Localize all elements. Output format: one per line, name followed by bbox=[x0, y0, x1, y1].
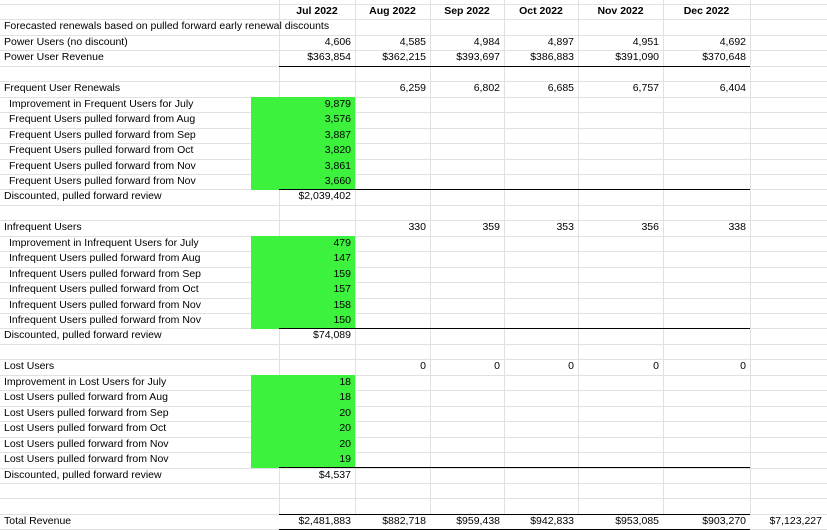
row-label: Lost Users pulled forward from Oct bbox=[4, 422, 167, 435]
data-cell[interactable]: 20 bbox=[339, 422, 351, 435]
data-cell[interactable]: 0 bbox=[740, 360, 746, 373]
data-cell[interactable]: $386,883 bbox=[530, 51, 574, 64]
data-cell[interactable]: $2,481,883 bbox=[298, 514, 351, 527]
data-cell[interactable]: 150 bbox=[333, 314, 351, 326]
data-cell[interactable]: 157 bbox=[333, 283, 351, 296]
column-header-aug-2022[interactable]: Aug 2022 bbox=[369, 5, 416, 17]
row-label: Infrequent Users pulled forward from Aug bbox=[9, 252, 201, 265]
data-cell[interactable]: 479 bbox=[333, 236, 351, 249]
data-cell[interactable]: $2,039,402 bbox=[298, 190, 351, 203]
cell-border bbox=[279, 189, 750, 190]
data-cell[interactable]: $391,090 bbox=[615, 51, 659, 64]
row-label: Infrequent Users pulled forward from Oct bbox=[9, 283, 199, 296]
row-label: Discounted, pulled forward review bbox=[4, 468, 162, 481]
row-label: Lost Users pulled forward from Aug bbox=[4, 391, 168, 404]
data-cell[interactable]: 0 bbox=[653, 360, 659, 373]
data-cell[interactable]: 6,259 bbox=[399, 82, 426, 95]
data-cell[interactable]: 158 bbox=[333, 298, 351, 311]
data-cell[interactable]: 4,585 bbox=[399, 35, 426, 48]
data-cell[interactable]: 6,802 bbox=[473, 82, 500, 95]
row-label: Infrequent Users pulled forward from Sep bbox=[9, 267, 202, 280]
data-cell[interactable]: 147 bbox=[333, 252, 351, 265]
row-label: Improvement in Infrequent Users for July bbox=[9, 236, 199, 249]
data-cell[interactable]: 9,879 bbox=[324, 97, 351, 110]
data-cell[interactable]: 0 bbox=[494, 360, 500, 373]
row-label: Frequent User Renewals bbox=[4, 82, 121, 95]
data-cell[interactable]: 4,606 bbox=[324, 35, 351, 48]
data-cell[interactable]: 20 bbox=[339, 406, 351, 419]
data-cell[interactable]: 6,757 bbox=[632, 82, 659, 95]
row-label: Frequent Users pulled forward from Sep bbox=[9, 128, 196, 141]
data-cell[interactable]: 3,861 bbox=[324, 159, 351, 172]
row-label: Power Users (no discount) bbox=[4, 35, 128, 48]
data-cell[interactable]: 0 bbox=[420, 360, 426, 373]
data-cell[interactable]: $74,089 bbox=[313, 329, 351, 342]
data-cell[interactable]: 3,820 bbox=[324, 144, 351, 157]
grid-line bbox=[0, 205, 827, 206]
row-label: Infrequent Users bbox=[4, 221, 82, 234]
column-header-sep-2022[interactable]: Sep 2022 bbox=[444, 5, 490, 17]
row-label: Frequent Users pulled forward from Nov bbox=[9, 159, 196, 172]
data-cell[interactable]: 3,576 bbox=[324, 113, 351, 126]
row-label: Discounted, pulled forward review bbox=[4, 190, 162, 203]
row-label: Infrequent Users pulled forward from Nov bbox=[9, 314, 201, 326]
data-cell[interactable]: 0 bbox=[568, 360, 574, 373]
grid-line bbox=[0, 483, 827, 484]
data-cell[interactable]: 359 bbox=[482, 221, 500, 234]
row-label: Frequent Users pulled forward from Oct bbox=[9, 144, 194, 157]
data-cell[interactable]: $959,438 bbox=[456, 514, 500, 527]
data-cell[interactable]: 353 bbox=[556, 221, 574, 234]
data-cell[interactable]: $4,537 bbox=[318, 468, 351, 481]
data-cell[interactable]: 3,660 bbox=[324, 174, 351, 187]
data-cell[interactable]: 4,951 bbox=[632, 35, 659, 48]
data-cell[interactable]: $942,833 bbox=[530, 514, 574, 527]
data-cell[interactable]: 18 bbox=[339, 391, 351, 404]
cell-border bbox=[279, 328, 750, 329]
data-cell[interactable]: 19 bbox=[339, 453, 351, 466]
cell-border bbox=[279, 66, 750, 67]
data-cell[interactable]: $903,270 bbox=[702, 514, 746, 527]
row-label: Lost Users bbox=[4, 360, 55, 373]
row-label: Improvement in Frequent Users for July bbox=[9, 97, 194, 110]
row-label: Total Revenue bbox=[4, 514, 72, 527]
row-label: Discounted, pulled forward review bbox=[4, 329, 162, 342]
row-label: Frequent Users pulled forward from Aug bbox=[9, 113, 196, 126]
data-cell[interactable]: $370,648 bbox=[702, 51, 746, 64]
data-cell[interactable]: $882,718 bbox=[382, 514, 426, 527]
data-cell[interactable]: 3,887 bbox=[324, 128, 351, 141]
column-header-jul-2022[interactable]: Jul 2022 bbox=[296, 5, 338, 17]
data-cell[interactable]: 18 bbox=[339, 375, 351, 388]
grid-line bbox=[0, 498, 827, 499]
data-cell[interactable]: 6,404 bbox=[719, 82, 746, 95]
row-label: Lost Users pulled forward from Sep bbox=[4, 406, 169, 419]
data-cell[interactable]: $7,123,227 bbox=[769, 514, 822, 527]
data-cell[interactable]: $363,854 bbox=[307, 51, 351, 64]
cell-border bbox=[279, 467, 750, 468]
row-label: Frequent Users pulled forward from Nov bbox=[9, 174, 196, 187]
row-label: Lost Users pulled forward from Nov bbox=[4, 453, 169, 466]
data-cell[interactable]: 159 bbox=[333, 267, 351, 280]
data-cell[interactable]: 4,692 bbox=[719, 35, 746, 48]
row-label: Lost Users pulled forward from Nov bbox=[4, 437, 169, 450]
column-header-dec-2022[interactable]: Dec 2022 bbox=[683, 5, 730, 17]
data-cell[interactable]: 20 bbox=[339, 437, 351, 450]
row-label: Improvement in Lost Users for July bbox=[4, 375, 167, 388]
row-label: Forecasted renewals based on pulled forward early renewal discounts bbox=[4, 20, 330, 33]
data-cell[interactable]: 338 bbox=[728, 221, 746, 234]
data-cell[interactable]: 330 bbox=[408, 221, 426, 234]
grid-line bbox=[0, 344, 827, 345]
column-header-nov-2022[interactable]: Nov 2022 bbox=[597, 5, 644, 17]
data-cell[interactable]: 4,897 bbox=[547, 35, 574, 48]
data-cell[interactable]: $393,697 bbox=[456, 51, 500, 64]
data-cell[interactable]: $953,085 bbox=[615, 514, 659, 527]
data-cell[interactable]: 356 bbox=[641, 221, 659, 234]
data-cell[interactable]: 4,984 bbox=[473, 35, 500, 48]
row-label: Power User Revenue bbox=[4, 51, 104, 64]
data-cell[interactable]: 6,685 bbox=[547, 82, 574, 95]
data-cell[interactable]: $362,215 bbox=[382, 51, 426, 64]
column-header-oct-2022[interactable]: Oct 2022 bbox=[519, 5, 563, 17]
row-label: Infrequent Users pulled forward from Nov bbox=[9, 298, 201, 311]
